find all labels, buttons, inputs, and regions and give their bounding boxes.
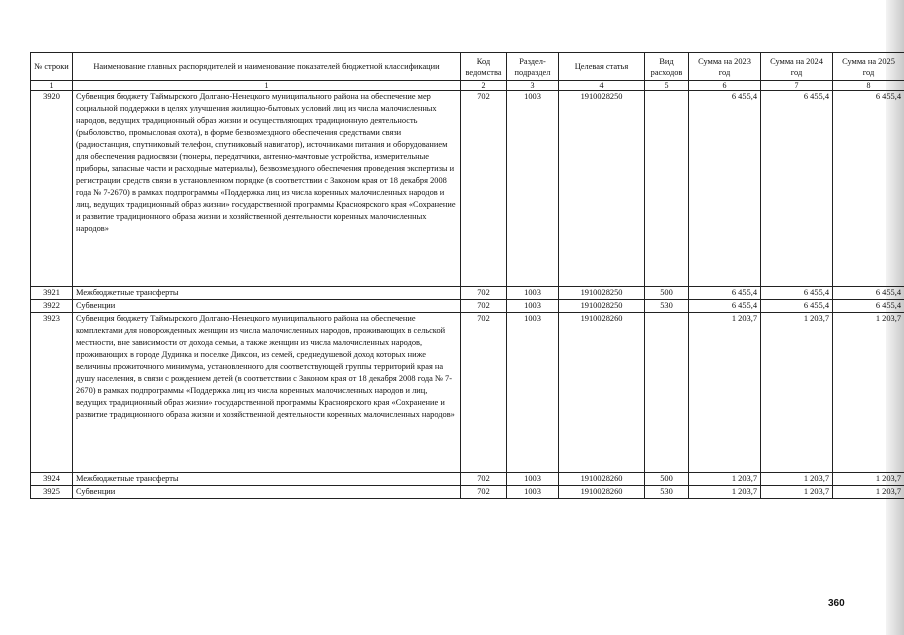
sum-2024: 6 455,4 <box>761 91 833 287</box>
sum-2024: 1 203,7 <box>761 486 833 499</box>
header-dept-code: Код ведомства <box>461 53 507 81</box>
row-name: Субвенция бюджету Таймырского Долгано-Ненецкого муниципального района на обеспечение комплектами для новорожденных женщин из числа малочисленных народов, проживающих в сельской местности, вне зависимости от дохода семьи, а также женщин из числа малочисленных народов, проживающих в городе Дудинка и поселке Диксон, из семей, среднедушевой доход которых ниже величины прожиточного минимума, установленного для соответствующей группы территорий края на душу населения, в связи с рождением детей (в соответствии с Законом края от 18 декабря 2008 года № 7-2670) в рамках подпрограммы «Поддержка лиц из числа коренных малочисленных народов и лиц, ведущих традиционный образ жизни» государственной программы Красноярского края «Сохранение и развитие традиционного образа жизни и хозяйственной деятельности коренных малочисленных народов» <box>73 313 461 473</box>
sum-2025: 6 455,4 <box>833 300 904 313</box>
header-sum-2024: Сумма на 2024 год <box>761 53 833 81</box>
target-item: 1910028250 <box>559 300 645 313</box>
row-name: Субвенции <box>73 486 461 499</box>
sum-2025: 1 203,7 <box>833 473 904 486</box>
sum-2024: 6 455,4 <box>761 287 833 300</box>
sum-2023: 1 203,7 <box>689 486 761 499</box>
header-name: Наименование главных распорядителей и наименование показателей бюджетной классификации <box>73 53 461 81</box>
section-code: 1003 <box>507 313 559 473</box>
header-expense-type: Вид расходов <box>645 53 689 81</box>
row-name: Субвенции <box>73 300 461 313</box>
sum-2023: 6 455,4 <box>689 300 761 313</box>
section-code: 1003 <box>507 473 559 486</box>
dept-code: 702 <box>461 287 507 300</box>
column-number: 8 <box>833 81 904 91</box>
sum-2025: 1 203,7 <box>833 486 904 499</box>
sum-2025: 1 203,7 <box>833 313 904 473</box>
column-number: 4 <box>559 81 645 91</box>
expense-type: 500 <box>645 287 689 300</box>
target-item: 1910028250 <box>559 287 645 300</box>
row-number: 3920 <box>31 91 73 287</box>
table-row <box>31 287 904 300</box>
row-number: 3925 <box>31 486 73 499</box>
target-item: 1910028260 <box>559 473 645 486</box>
row-number: 3921 <box>31 287 73 300</box>
sum-2025: 6 455,4 <box>833 287 904 300</box>
table-row <box>31 486 904 499</box>
column-number: 2 <box>461 81 507 91</box>
header-row-no: № строки <box>31 53 73 81</box>
column-number: 3 <box>507 81 559 91</box>
header-sum-2025: Сумма на 2025 год <box>833 53 904 81</box>
sum-2023: 1 203,7 <box>689 313 761 473</box>
budget-table <box>30 52 904 499</box>
target-item: 1910028260 <box>559 313 645 473</box>
header-sum-2023: Сумма на 2023 год <box>689 53 761 81</box>
expense-type <box>645 313 689 473</box>
column-number: 5 <box>645 81 689 91</box>
sum-2024: 1 203,7 <box>761 473 833 486</box>
sum-2023: 6 455,4 <box>689 287 761 300</box>
dept-code: 702 <box>461 313 507 473</box>
section-code: 1003 <box>507 287 559 300</box>
column-number: 1 <box>31 81 73 91</box>
row-name: Субвенция бюджету Таймырского Долгано-Ненецкого муниципального района на обеспечение мер социальной поддержки в целях улучшения жилищно-бытовых условий лиц из числа малочисленных народов, ведущих традиционный образ жизни и осуществляющих традиционную деятельность (рыболовство, промысловая охота), в форме безвозмездного обеспечения средствами связи (радиостанция, спутниковый телефон, спутниковый навигатор), источниками питания и оборудованием для обеспечения радиосвязи (тюнеры, передатчики, антенно-мачтовые устройства, измерительные приборы, запасные части и расходные материалы), безвозмездного обеспечения проведения экспертизы и регистрации средств связи в установленном порядке (в соответствии с Законом края от 18 декабря 2008 года № 7-2670) в рамках подпрограммы «Поддержка лиц из числа коренных малочисленных народов и лиц, ведущих традиционный образ жизни» государственной программы Красноярского края «Сохранение и развитие традиционного образа жизни и хозяйственной деятельности коренных малочисленных народов» <box>73 91 461 287</box>
expense-type: 500 <box>645 473 689 486</box>
dept-code: 702 <box>461 486 507 499</box>
row-number: 3923 <box>31 313 73 473</box>
expense-type: 530 <box>645 486 689 499</box>
row-number: 3922 <box>31 300 73 313</box>
column-number: 7 <box>761 81 833 91</box>
section-code: 1003 <box>507 91 559 287</box>
column-number: 6 <box>689 81 761 91</box>
row-name: Межбюджетные трансферты <box>73 473 461 486</box>
expense-type <box>645 91 689 287</box>
column-number: 1 <box>73 81 461 91</box>
dept-code: 702 <box>461 91 507 287</box>
sum-2025: 6 455,4 <box>833 91 904 287</box>
header-row <box>31 53 904 81</box>
sum-2023: 1 203,7 <box>689 473 761 486</box>
dept-code: 702 <box>461 473 507 486</box>
column-number-row <box>31 81 904 91</box>
row-number: 3924 <box>31 473 73 486</box>
sum-2024: 6 455,4 <box>761 300 833 313</box>
target-item: 1910028250 <box>559 91 645 287</box>
header-target-item: Целевая статья <box>559 53 645 81</box>
sum-2023: 6 455,4 <box>689 91 761 287</box>
section-code: 1003 <box>507 300 559 313</box>
section-code: 1003 <box>507 486 559 499</box>
expense-type: 530 <box>645 300 689 313</box>
table-row <box>31 473 904 486</box>
page-number: 360 <box>828 598 845 609</box>
table-row <box>31 91 904 287</box>
header-section: Раздел-подраздел <box>507 53 559 81</box>
table-row <box>31 313 904 473</box>
table-row <box>31 300 904 313</box>
sum-2024: 1 203,7 <box>761 313 833 473</box>
row-name: Межбюджетные трансферты <box>73 287 461 300</box>
target-item: 1910028260 <box>559 486 645 499</box>
dept-code: 702 <box>461 300 507 313</box>
